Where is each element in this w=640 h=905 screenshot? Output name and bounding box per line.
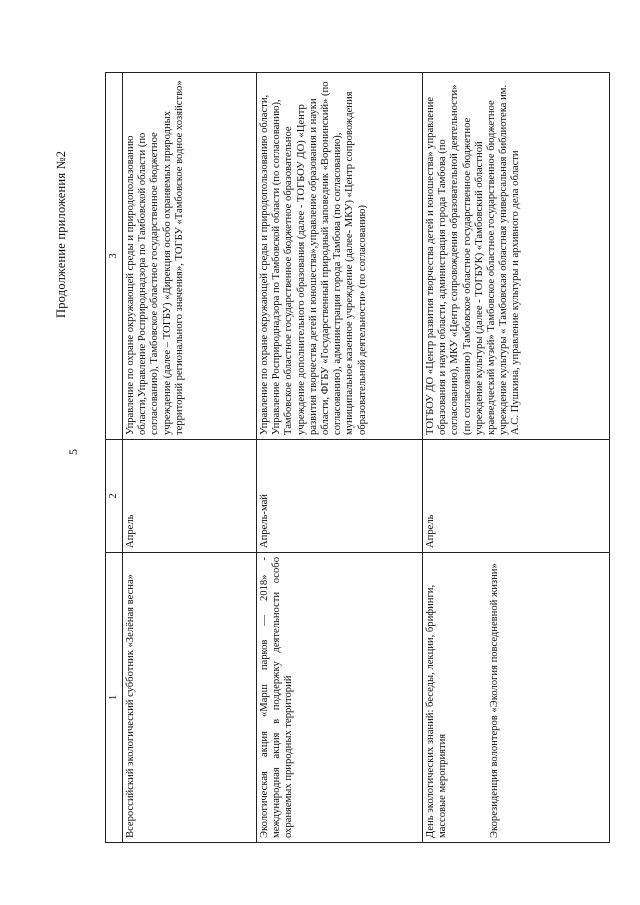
spacer (449, 557, 489, 838)
header-cell-1: 1 (106, 553, 123, 843)
date-cell: Апрель (123, 440, 257, 553)
event-extra-text: Экорезиденция волонтеров «Экология повседневной жизни» (489, 563, 501, 838)
date-cell: Апрель (423, 440, 610, 553)
table-row (257, 73, 423, 843)
header-cell-2: 2 (106, 440, 123, 553)
organizers-cell: ТОГБОУ ДО «Центр развития творчества детей и юношества» управление образования и науки области, администрация города Тамбова (по согласованию), МКУ «Центр сопровождения образовательной деятельности» (по согласованию) Тамбовское областное государственное бюджетное учреждение культуры (далее - ТОГБУК) «Тамбовский областной краеведческий музей» Тамбовское областное государственное бюджетное учреждение культуры « Тамбовская областная универсальная библиотека им. А.С. Пушкина, управление культуры и архивного дела области (423, 73, 610, 440)
page-number: 5 (66, 449, 80, 455)
event-cell (423, 553, 610, 843)
table-header-row (106, 73, 123, 843)
table-row (123, 73, 257, 843)
event-cell: Экологическая акция «Марш парков — 2018» - международная акция в поддержку деятельности особо охраняемых природных территорий (257, 553, 423, 843)
event-text: День экологических знаний: беседы, лекции, брифинги, массовые мероприятия (425, 584, 449, 838)
date-cell: Апрель-май (257, 440, 423, 553)
table-row (423, 73, 610, 843)
event-cell: Всероссийский экологический субботник «Зелёная весна» (123, 553, 257, 843)
header-cell-3: 3 (106, 73, 123, 440)
continuation-title: Продолжение приложения №2 (54, 150, 68, 318)
organizers-cell: Управление по охране окружающей среды и природопользованию области, Управление Росприроднадзора по Тамбовской области (по согласованию), Тамбовское областное государственное бюджетное образовательное учреждение дополнительного образования (далее - ТОГБОУ ДО) «Центр развития творчества детей и юношества»,управление образования и науки области, ФГБУ «Государственный природный заповедник «Воронинский» (по согласованию), администрация города Тамбова (по согласованию), муниципальное казенное учреждение (далее- МКУ) «Центр сопровождения образовательной деятельности» (по согласованию) (257, 73, 423, 440)
organizers-cell: Управление по охране окружающей среды и природопользованию области,Управление Росприроднадзора по Тамбовской области (по согласованию), Тамбовское областное государственное бюджетное учреждение (далее – ТОГБУ) «Дирекция особо охраняемых природных территорий регионального значения», ТОГБУ «Тамбовское водное хозяйство» (123, 73, 257, 440)
events-table (105, 72, 610, 843)
rotated-table-container (105, 73, 610, 843)
